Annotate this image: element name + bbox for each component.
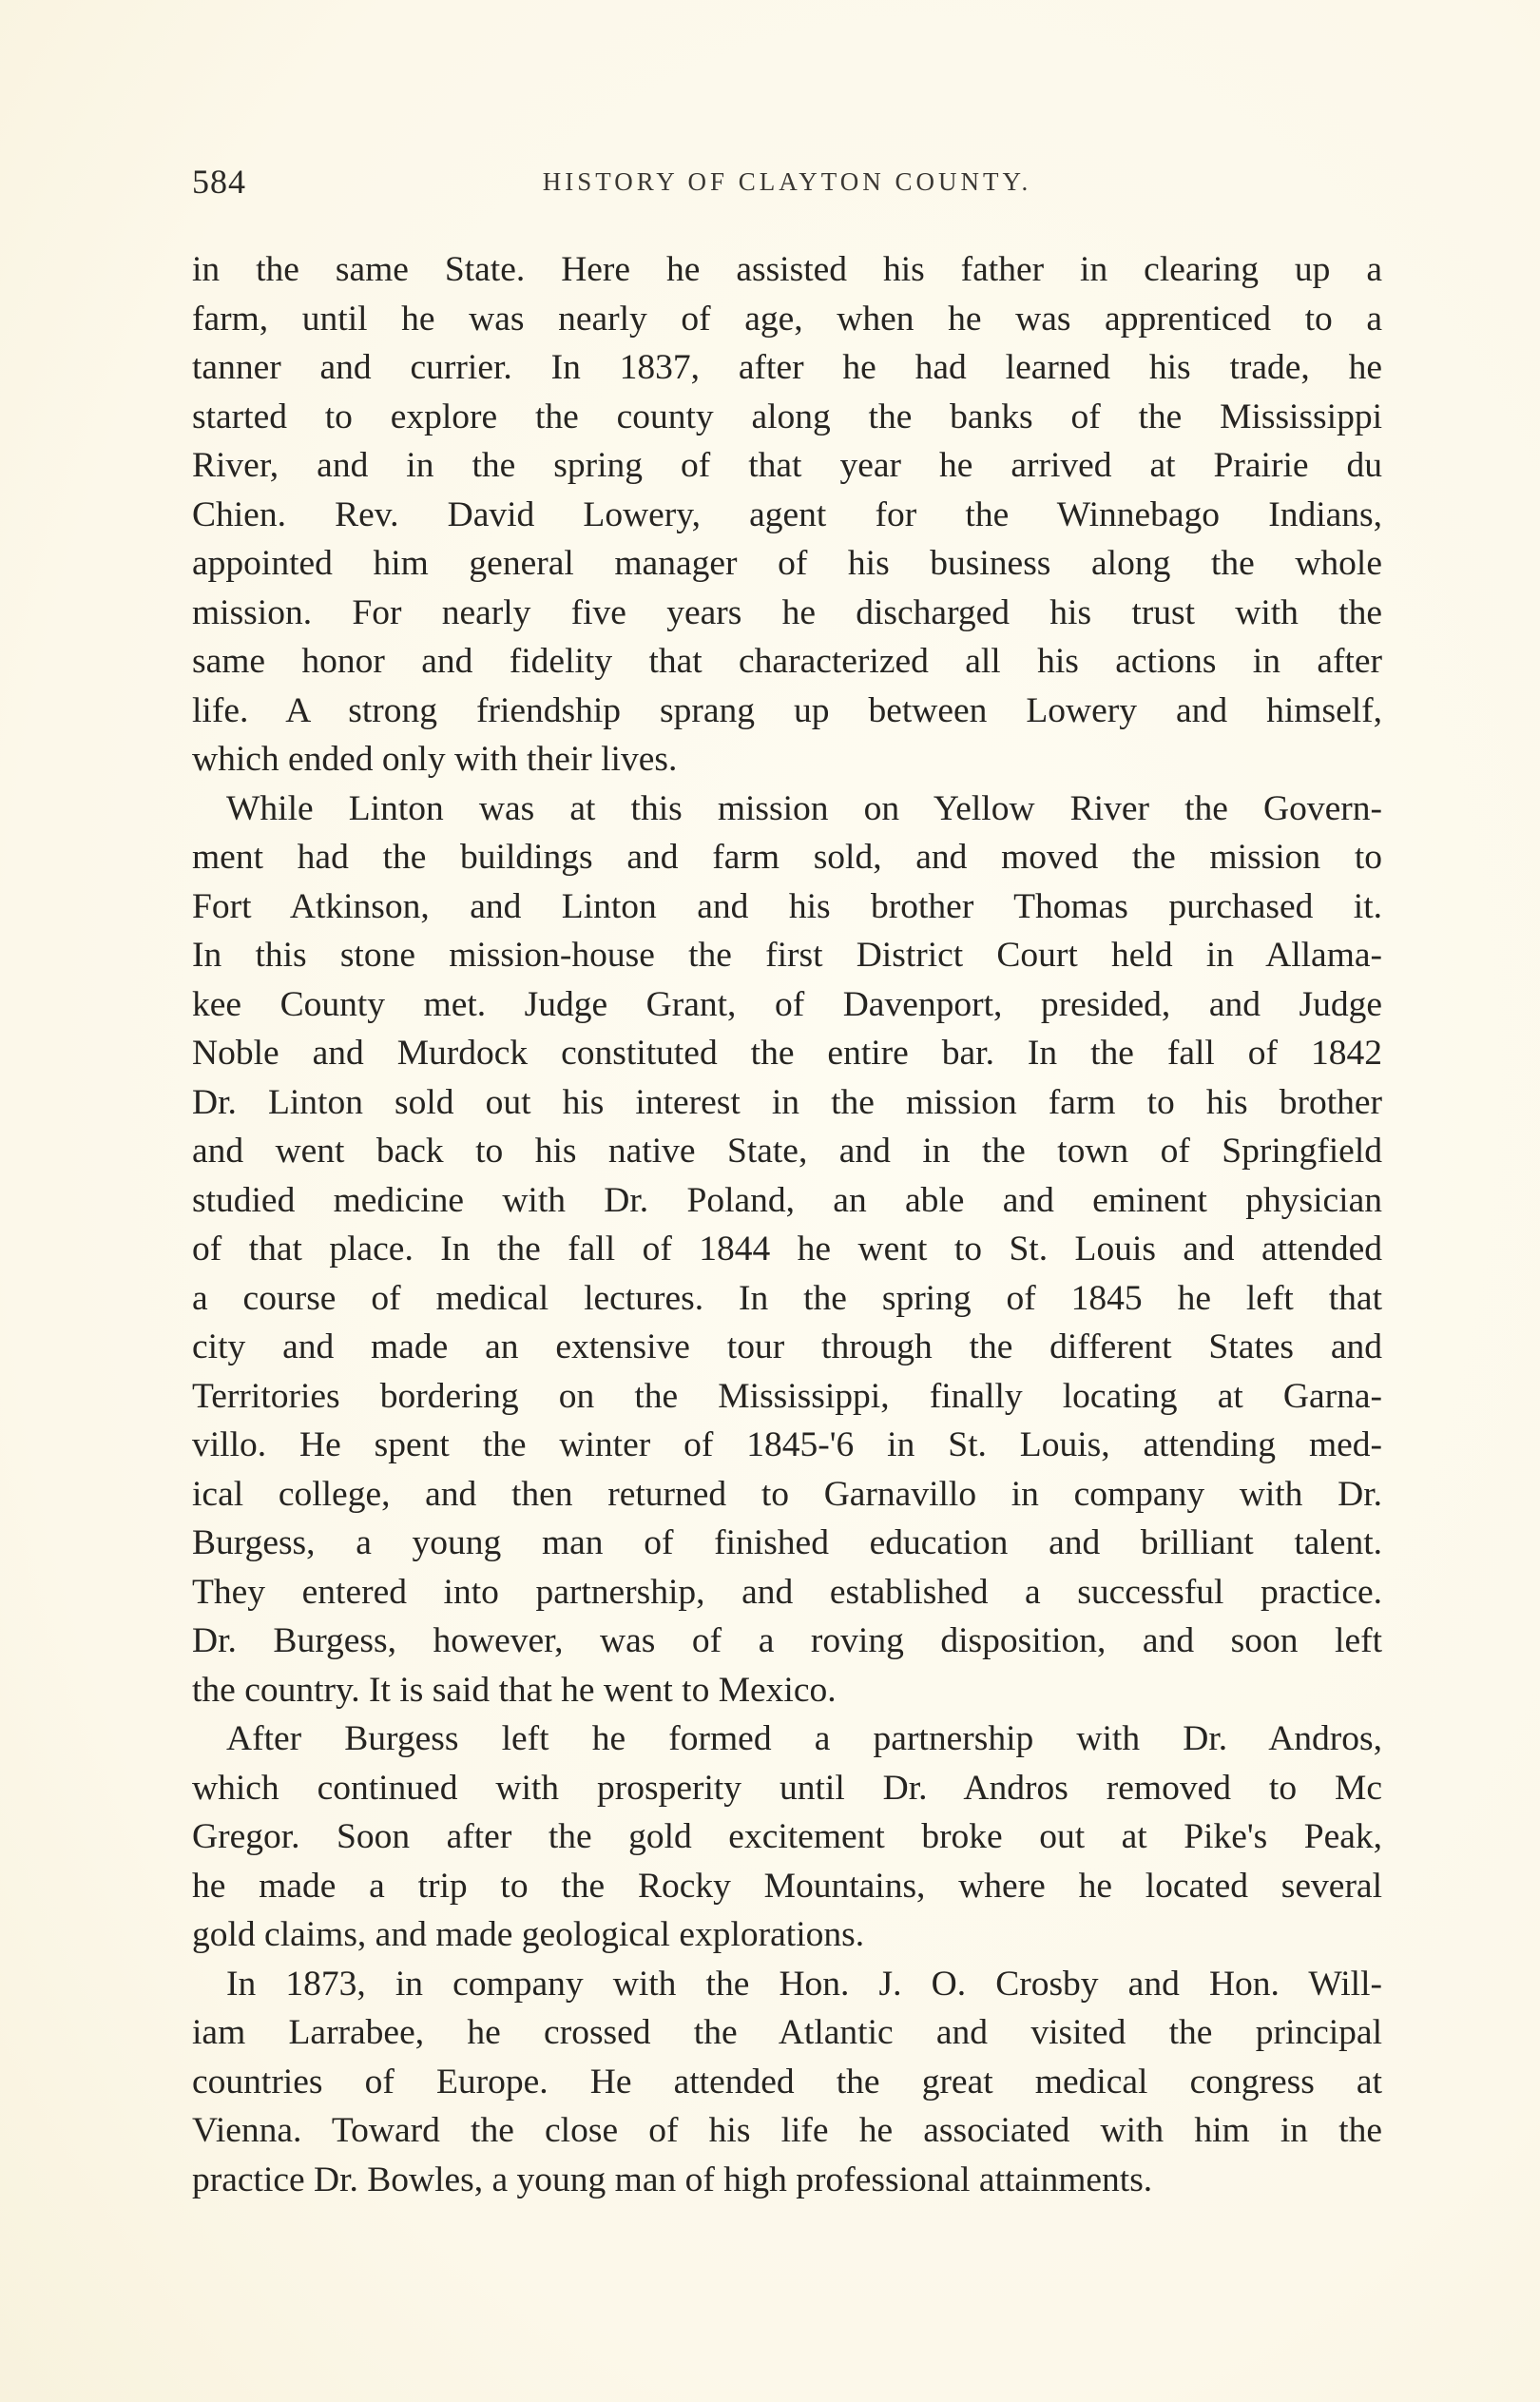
text-line: In this stone mission-house the first District Court held in Allama- — [192, 936, 1382, 975]
text-line: which ended only with their lives. — [192, 740, 678, 779]
paragraph-start-line: In 1873, in company with the Hon. J. O. Crosby and Hon. Will- — [226, 1964, 1382, 2004]
text-line: Noble and Murdock constituted the entire bar. In the fall of 1842 — [192, 1034, 1382, 1073]
text-line: Dr. Burgess, however, was of a roving disposition, and soon left — [192, 1621, 1382, 1660]
text-line: appointed him general manager of his business along the whole — [192, 544, 1382, 583]
text-line: Burgess, a young man of finished education and brilliant talent. — [192, 1523, 1382, 1562]
text-line: life. A strong friendship sprang up between Lowery and himself, — [192, 690, 1382, 730]
text-line: Chien. Rev. David Lowery, agent for the Winnebago Indians, — [192, 494, 1382, 534]
text-line: iam Larrabee, he crossed the Atlantic and visited the principal — [192, 2013, 1382, 2052]
paragraph-start-line: After Burgess left he formed a partnership with Dr. Andros, — [226, 1719, 1382, 1758]
text-line: farm, until he was nearly of age, when he was apprenticed to a — [192, 299, 1382, 339]
paragraph-start-line: While Linton was at this mission on Yellow River the Govern- — [226, 788, 1382, 828]
text-line: They entered into partnership, and established a successful practice. — [192, 1572, 1382, 1612]
text-line: tanner and currier. In 1837, after he had learned his trade, he — [192, 348, 1382, 387]
text-line: Territories bordering on the Mississippi, finally locating at Garna- — [192, 1376, 1382, 1416]
body-text — [192, 245, 1382, 2204]
text-line: started to explore the county along the banks of the Mississippi — [192, 397, 1382, 436]
text-line: Fort Atkinson, and Linton and his brother Thomas purchased it. — [192, 886, 1382, 926]
text-line: studied medicine with Dr. Poland, an able and eminent physician — [192, 1180, 1382, 1220]
book-title: HISTORY OF CLAYTON COUNTY. — [542, 167, 1032, 196]
text-line: city and made an extensive tour through the different States and — [192, 1327, 1382, 1366]
text-line: same honor and fidelity that characterized all his actions in after — [192, 642, 1382, 681]
text-line: villo. He spent the winter of 1845-'6 in St. Louis, attending med- — [192, 1425, 1382, 1464]
text-line: in the same State. Here he assisted his father in clearing up a — [192, 250, 1382, 289]
text-line: ical college, and then returned to Garnavillo in company with Dr. — [192, 1474, 1382, 1514]
text-line: River, and in the spring of that year he arrived at Prairie du — [192, 446, 1382, 485]
text-line: a course of medical lectures. In the spring of 1845 he left that — [192, 1278, 1382, 1318]
text-line: countries of Europe. He attended the great medical congress at — [192, 2062, 1382, 2102]
text-line: ment had the buildings and farm sold, and moved the mission to — [192, 838, 1382, 877]
text-line: mission. For nearly five years he discharged his trust with the — [192, 592, 1382, 632]
text-line: Gregor. Soon after the gold excitement broke out at Pike's Peak, — [192, 1817, 1382, 1856]
text-line: gold claims, and made geological explorations. — [192, 1915, 865, 1954]
text-line: which continued with prosperity until Dr. Andros removed to Mc — [192, 1768, 1382, 1808]
text-line: practice Dr. Bowles, a young man of high professional attainments. — [192, 2160, 1153, 2199]
text-line: Vienna. Toward the close of his life he associated with him in the — [192, 2111, 1382, 2150]
running-head — [192, 162, 1382, 209]
text-line: he made a trip to the Rocky Mountains, where he located several — [192, 1866, 1382, 1906]
text-line: and went back to his native State, and in the town of Springfield — [192, 1132, 1382, 1171]
page-number: 584 — [192, 163, 246, 201]
text-line: Dr. Linton sold out his interest in the mission farm to his brother — [192, 1082, 1382, 1122]
text-line: the country. It is said that he went to Mexico. — [192, 1670, 837, 1710]
text-line: kee County met. Judge Grant, of Davenport, presided, and Judge — [192, 984, 1382, 1024]
text-line: of that place. In the fall of 1844 he went to St. Louis and attended — [192, 1230, 1382, 1269]
